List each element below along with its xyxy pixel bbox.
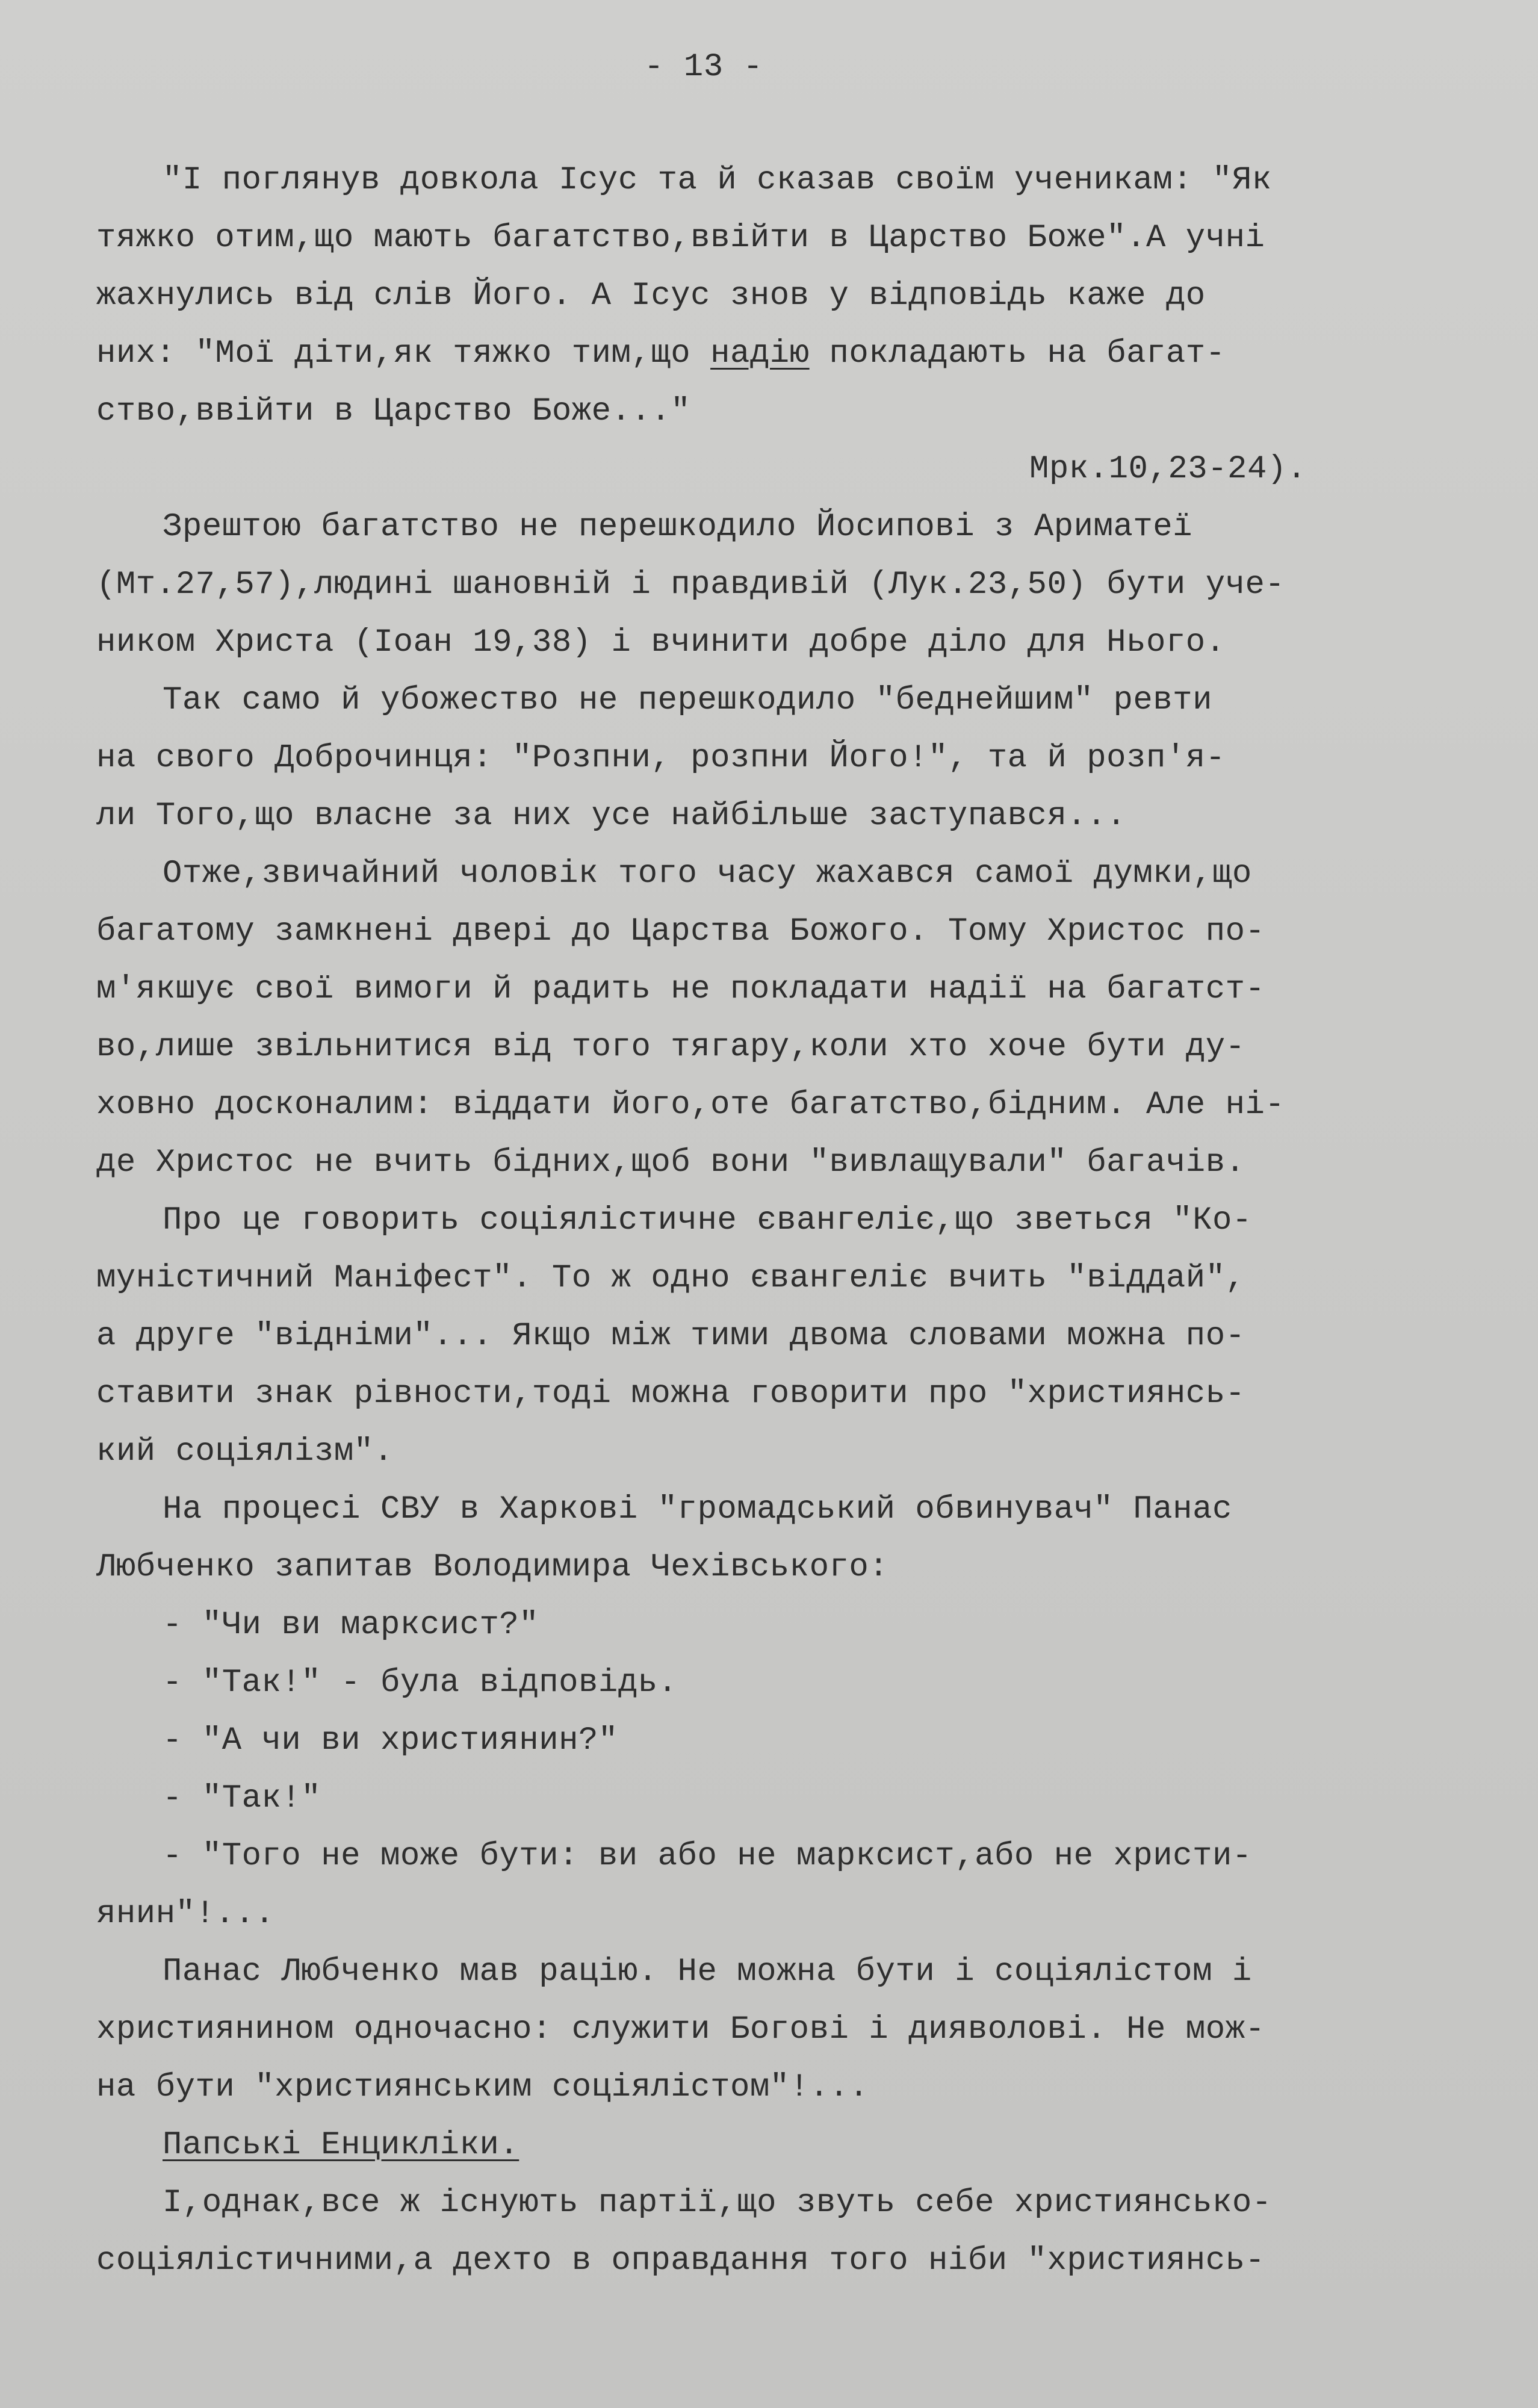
text-line: (Мт.27,57),людині шановній і правдивій (Лук.23,50) бути уче- <box>96 566 1285 603</box>
dialogue-line: - "Того не може бути: ви або не марксист,або не христи- <box>163 1838 1252 1875</box>
text-segment: покладають на багат- <box>809 335 1226 372</box>
text-line: ли Того,що власне за них усе найбільше заступався... <box>96 798 1127 834</box>
text-line <box>96 335 1226 373</box>
dialogue-line: - "А чи ви християнин?" <box>163 1722 618 1759</box>
text-line: тяжко отим,що мають багатство,ввійти в Царство Боже".А учні <box>96 220 1265 256</box>
text-line: багатому замкнені двері до Царства Божого. Тому Христос по- <box>96 913 1265 950</box>
text-line: ство,ввійти в Царство Боже..." <box>96 393 691 430</box>
text-segment: них: "Мої діти,як тяжко тим,що <box>96 335 711 372</box>
text-line: а друге "відніми"... Якщо між тими двома словами можна по- <box>96 1318 1245 1354</box>
text-line: І,однак,все ж існують партії,що звуть себе християнсько- <box>163 2185 1272 2221</box>
text-line: янин"!... <box>96 1896 275 1932</box>
text-line: м'якшує свої вимоги й радить не покладати надії на багатст- <box>96 971 1265 1008</box>
text-line: Про це говорить соціялістичне євангеліє,що зветься "Ко- <box>163 1202 1252 1239</box>
text-line: кий соціялізм". <box>96 1433 394 1470</box>
text-line: на бути "християнським соціялістом"!... <box>96 2069 869 2106</box>
text-line: Любченко запитав Володимира Чехівського: <box>96 1549 889 1586</box>
text-line: во,лише звільнитися від того тягару,коли хто хоче бути ду- <box>96 1029 1245 1066</box>
section-heading: Папські Енцикліки. <box>163 2127 519 2164</box>
text-line: "І поглянув довкола Ісус та й сказав своїм ученикам: "Як <box>163 162 1272 199</box>
text-line: християнином одночасно: служити Богові і дияволові. Не мож- <box>96 2011 1265 2048</box>
text-line: Отже,звичайний чоловік того часу жахався самої думки,що <box>163 855 1252 892</box>
text-line: На процесі СВУ в Харкові "громадський обвинувач" Панас <box>163 1491 1232 1528</box>
text-line: муністичний Маніфест". То ж одно євангеліє вчить "віддай", <box>96 1260 1245 1297</box>
text-line: соціялістичними,а дехто в оправдання того ніби "християнсь- <box>96 2242 1265 2279</box>
page-number: - 13 - <box>644 49 763 85</box>
dialogue-line: - "Так!" - була відповідь. <box>163 1665 678 1701</box>
text-line: жахнулись від слів Його. А Ісус знов у відповідь каже до <box>96 278 1206 314</box>
dialogue-line: - "Так!" <box>163 1780 321 1817</box>
citation: Мрк.10,23-24). <box>1029 451 1307 488</box>
underlined-word: надію <box>710 335 810 372</box>
text-line: Так само й убожество не перешкодило "беднейшим" ревти <box>163 682 1212 719</box>
dialogue-line: - "Чи ви марксист?" <box>163 1607 539 1643</box>
text-line: Панас Любченко мав рацію. Не можна бути і соціялістом і <box>163 1953 1252 1990</box>
text-line: де Христос не вчить бідних,щоб вони "вивлащували" багачів. <box>96 1144 1245 1181</box>
text-line: на свого Доброчинця: "Розпни, розпни Його!", та й розп'я- <box>96 740 1226 777</box>
text-line: ником Христа (Іоан 19,38) і вчинити добре діло для Нього. <box>96 624 1226 661</box>
text-line: Зрештою багатство не перешкодило Йосипові з Ариматеї <box>163 509 1193 545</box>
text-line: ставити знак рівности,тоді можна говорити про "християнсь- <box>96 1376 1245 1412</box>
text-line: ховно досконалим: віддати його,оте багатство,бідним. Але ні- <box>96 1087 1285 1123</box>
